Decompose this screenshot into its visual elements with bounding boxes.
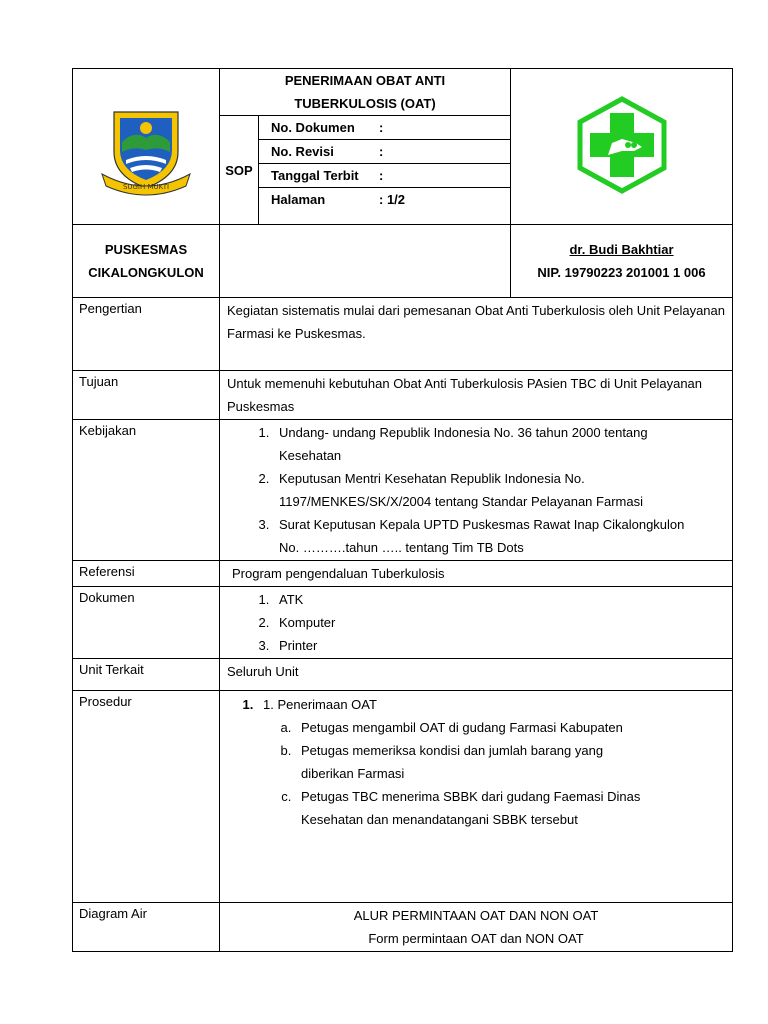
signer-block — [511, 225, 733, 298]
right-logo-cell — [511, 69, 733, 225]
section-content-dokumen — [220, 587, 733, 659]
section-label-diagram-air: Diagram Air — [73, 903, 220, 952]
section-label-unit-terkait: Unit Terkait — [73, 659, 220, 691]
prosedur-step-text: 1. Penerimaan OAT — [263, 697, 377, 712]
section-label-prosedur: Prosedur — [73, 691, 220, 903]
document-title — [220, 69, 511, 116]
list-item: 1. Undang- undang Republik Indonesia No. 36 tahun 2000 tentang Kesehatan — [273, 421, 702, 467]
sop-document — [72, 68, 732, 952]
org-line-1: PUSKESMAS — [104, 242, 188, 257]
section-text-referensi: Program pengendaluan Tuberkulosis — [220, 561, 733, 587]
list-item: a. Petugas mengambil OAT di gudang Farmasi Kabupaten — [295, 716, 642, 739]
section-label-referensi: Referensi — [73, 561, 220, 587]
diagram-subtitle: Form permintaan OAT dan NON OAT — [368, 931, 584, 946]
section-text-tujuan: Untuk memenuhi kebutuhan Obat Anti Tuberkulosis PAsien TBC di Unit Pelayanan Puskesmas — [220, 371, 733, 420]
section-label-kebijakan: Kebijakan — [73, 420, 220, 561]
crest-motto: SUGIH MUKTI — [122, 183, 170, 191]
section-label-dokumen: Dokumen — [73, 587, 220, 659]
signature-blank-cell — [220, 225, 511, 298]
title-line-1: PENERIMAAN OBAT ANTI — [284, 73, 446, 88]
organization-name — [73, 225, 220, 298]
meta-key: Halaman — [271, 192, 326, 207]
sop-table — [72, 68, 733, 952]
title-line-2: TUBERKULOSIS (OAT) — [294, 96, 436, 111]
prosedur-substep-list — [227, 716, 642, 831]
meta-row-halaman — [259, 188, 511, 225]
meta-key: No. Revisi — [271, 144, 334, 159]
sop-label: SOP — [220, 116, 259, 225]
dokumen-list — [227, 588, 725, 657]
list-item: 1. ATK — [273, 588, 725, 611]
section-content-diagram-air — [220, 903, 733, 952]
kebijakan-list — [227, 421, 702, 559]
signer-nip: NIP. 19790223 201001 1 006 — [537, 265, 706, 280]
meta-row-no-revisi — [259, 140, 511, 164]
meta-value: : — [379, 120, 384, 135]
section-content-prosedur — [220, 691, 733, 903]
meta-row-tanggal-terbit — [259, 164, 511, 188]
section-label-tujuan: Tujuan — [73, 371, 220, 420]
meta-key: No. Dokumen — [271, 120, 355, 135]
meta-value: : 1/2 — [379, 192, 406, 207]
list-item: 3. Printer — [273, 634, 725, 657]
list-item: 2. Keputusan Mentri Kesehatan Republik Indonesia No. 1197/MENKES/SK/X/2004 tentang Standar Pelayanan Farmasi — [273, 467, 702, 513]
meta-value: : — [379, 168, 384, 183]
list-item: 3. Surat Keputusan Kepala UPTD Puskesmas Rawat Inap Cikalongkulon No. ……….tahun ….. tentang Tim TB Dots — [273, 513, 702, 559]
diagram-title: ALUR PERMINTAAN OAT DAN NON OAT — [353, 908, 599, 923]
meta-key: Tanggal Terbit — [271, 168, 359, 183]
org-line-2: CIKALONGKULON — [88, 265, 204, 280]
list-item: b. Petugas memeriksa kondisi dan jumlah barang yang diberikan Farmasi — [295, 739, 642, 785]
list-item: 2. Komputer — [273, 611, 725, 634]
section-label-pengertian: Pengertian — [73, 298, 220, 371]
list-item: c. Petugas TBC menerima SBBK dari gudang Faemasi Dinas Kesehatan dan menandatangani SBBK tersebut — [295, 785, 642, 831]
section-text-pengertian: Kegiatan sistematis mulai dari pemesanan Obat Anti Tuberkulosis oleh Unit Pelayanan Farmasi ke Puskesmas. — [220, 298, 733, 371]
prosedur-step-list — [227, 693, 642, 716]
puskesmas-cross-icon — [572, 95, 672, 195]
prosedur-step — [257, 693, 642, 716]
regency-crest-icon — [96, 90, 196, 200]
section-text-unit-terkait: Seluruh Unit — [220, 659, 733, 691]
section-content-kebijakan — [220, 420, 733, 561]
signer-name: dr. Budi Bakhtiar — [569, 242, 674, 257]
meta-value: : — [379, 144, 384, 159]
meta-row-no-dokumen — [259, 116, 511, 140]
left-logo-cell — [73, 69, 220, 225]
